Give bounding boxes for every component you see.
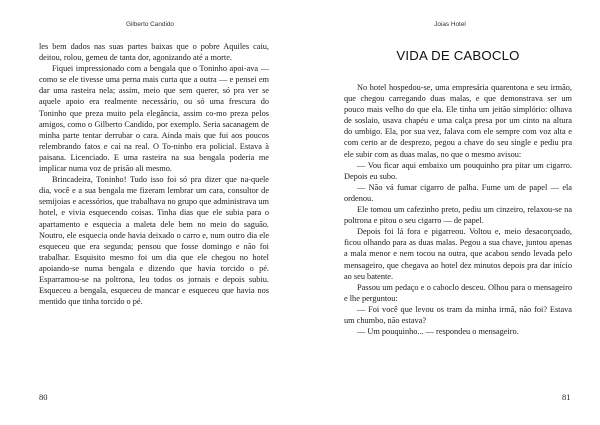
paragraph: No hotel hospedou-se, uma empresária quarentona e seu irmão, que chegou carregando duas malas, e que demonstrava ser um pouco mais velho do que ela. Ele tinha um jeitão simplório: olhava de soslaio, usava chapéu e uma calça presa por um cinto na altura do umbigo. Ela, por sua vez, falava com ele sempre com voz alta e com certo ar de desprezo, pegou a chave do seu single e pediu pra ele subir com as duas malas, no que o mesmo avisou: [344, 83, 572, 159]
right-page-body [344, 82, 572, 337]
paragraph: Ele tomou um cafezinho preto, pediu um cinzeiro, relaxou-se na poltrona e pitou o seu cigarro — de papel. [344, 205, 572, 226]
running-head-author: Gilberto Candido [126, 21, 174, 28]
paragraph: — Um pouquinho... — respondeu o mensageiro. [357, 327, 519, 337]
paragraph: — Vou ficar aqui embaixo um pouquinho pra pitar um cigarro. Depois eu subo. [344, 160, 572, 181]
paragraph: Fiquei impressionado com a bengala que o Toninho apoi-ava — como se ele tivesse uma perna mais curta que a outra — e pensei em dar uma rasteira nela; assim, meio que sem querer, só pra ver se aquele apoio era realmente necessário, ou só uma frescura do Toninho que preza muito pela elegância, assim co-mo preza pelos amigos, como o Gilberto Candido, por exemplo. Seria sacanagem de minha parte tentar derrubar o cara. Ainda mais que fui aos poucos relembrando fatos e caí na real. O To-ninho era policial. Estava à paisana. Licenciado. E uma rasteira na sua bengala poderia me implicar numa voz de prisão ali mesmo. [39, 64, 269, 174]
paragraph: Depois foi lá fora e pigarreou. Voltou e, meio desacorçoado, ficou olhando para as duas malas. Pegou a sua chave, juntou apenas a mala menor e nem tocou na outra, que acabou sendo levada pelo mensageiro, que chegava ao hotel dez minutos depois pra dar início ao seu batente. [344, 227, 572, 281]
left-page-body [39, 41, 269, 307]
page-number: 81 [562, 392, 571, 402]
paragraph: — Foi você que levou os tram da minha irmã, não foi? Estava um chumbo, não estava? [344, 304, 572, 325]
paragraph: Passou um pedaço e o caboclo desceu. Olhou para o mensageiro e lhe perguntou: [344, 282, 572, 303]
running-head-book: Joias Hotel [434, 21, 466, 28]
paragraph: — Não vá fumar cigarro de palha. Fume um de papel — ela ordenou. [344, 182, 572, 203]
paragraph: les bem dados nas suas partes baixas que o pobre Aquiles caiu, deitou, rolou, gemeu de tanta dor, agonizando até a morte. [39, 42, 269, 63]
page-number: 80 [39, 392, 48, 402]
paragraph: Brincadeira, Toninho! Tudo isso foi só pra dizer que na-quele dia, você e a sua bengala me fizeram lembrar um cara, consultor de semijoias e acessórios, que trabalhava no grupo que administrava um hotel, e vivia esquecendo coisas. Tinha dias que ele subia para o apartamento e esquecia a maleta dele bem no meio do saguão. Noutro, ele esquecia onde havia deixado o carro e, num outro dia ele esqueceu que era segunda; pensou que fosse domingo e não foi trabalhar. Esquisito mesmo foi um dia que ele chegou no hotel apoiando-se numa bengala e dizendo que havia torcido o pé. Esparramou-se na poltrona, leu todos os jornais e depois subiu. Esqueceu a bengala, esqueceu de mancar e esqueceu que havia nos mentido que tinha torcido o pé. [39, 175, 269, 307]
chapter-title: VIDA DE CABOCLO [396, 48, 520, 63]
right-page [300, 0, 600, 425]
